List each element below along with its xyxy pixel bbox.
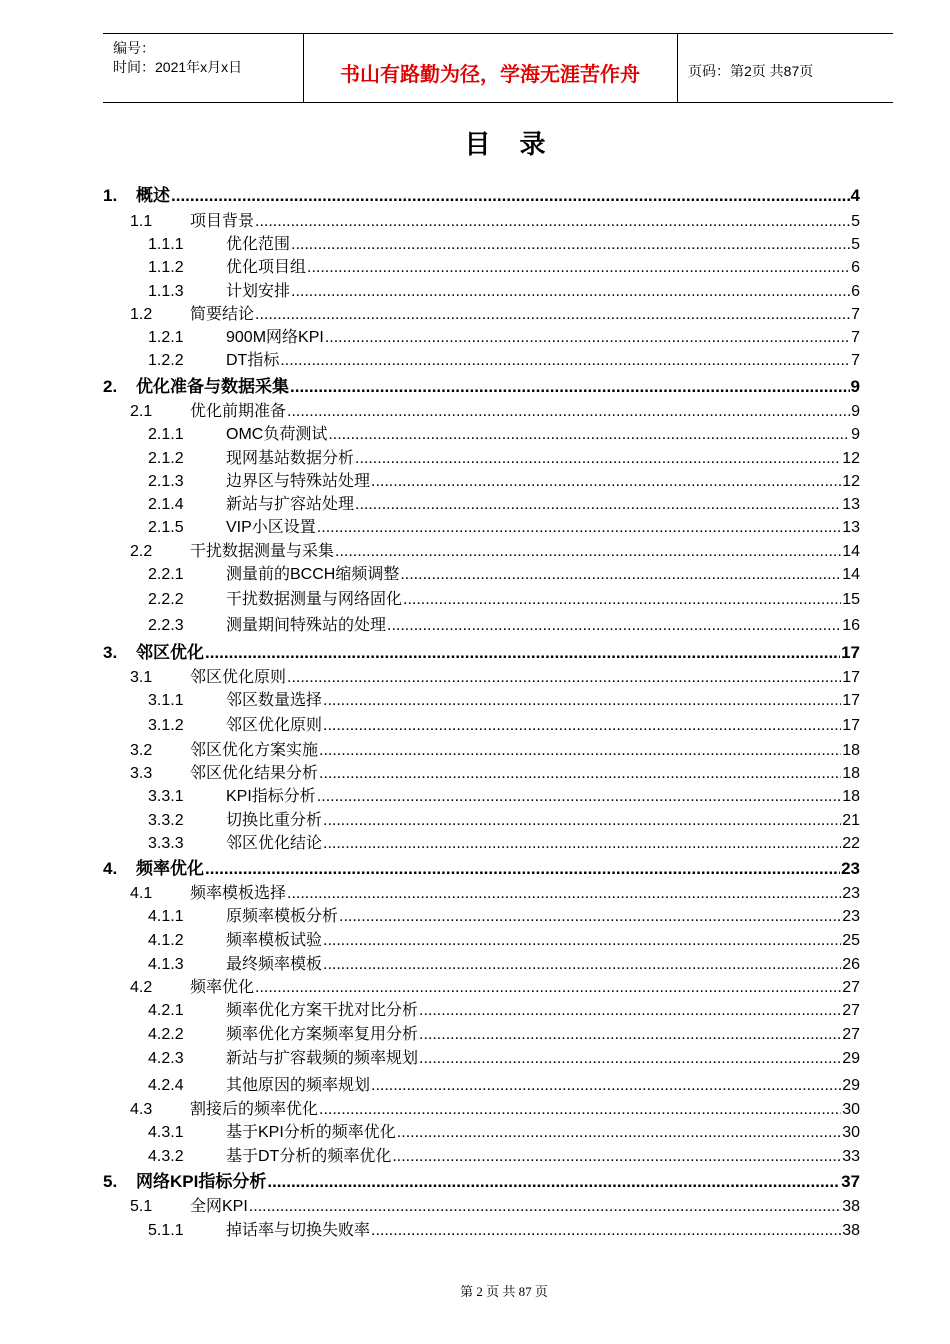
toc-entry-number: 5.1.1 (148, 1222, 184, 1239)
toc-entry[interactable] (130, 667, 860, 689)
toc-leader-dots (319, 763, 841, 785)
page-title: 目 录 (464, 129, 546, 159)
toc-entry-page: 18 (842, 765, 860, 782)
toc-entry[interactable] (148, 690, 860, 712)
toc-entry-number: 2.2.1 (148, 566, 184, 583)
toc-entry-title: 切换比重分析 (226, 812, 323, 829)
toc-leader-dots (205, 642, 840, 664)
toc-leader-dots (339, 906, 841, 928)
toc-entry-title: 全网KPI (190, 1198, 248, 1215)
toc-entry-title: 优化项目组 (226, 259, 307, 276)
toc-entry[interactable] (130, 304, 860, 326)
toc-entry-title: 邻区优化原则 (190, 669, 287, 686)
toc-entry-number: 4.3.2 (148, 1148, 184, 1165)
toc-entry-number: 4.1.2 (148, 932, 184, 949)
toc-entry-page: 23 (841, 859, 860, 878)
toc-entry-page: 6 (851, 259, 860, 276)
toc-entry[interactable] (103, 185, 860, 207)
toc-entry-page: 17 (842, 717, 860, 734)
toc-leader-dots (397, 1122, 841, 1144)
toc-entry-number: 2.2.2 (148, 591, 184, 608)
toc-entry-title: 优化范围 (226, 236, 291, 253)
toc-leader-dots (255, 211, 850, 233)
toc-entry[interactable] (148, 234, 860, 256)
toc-entry[interactable] (148, 615, 860, 637)
toc-leader-dots (328, 424, 850, 446)
toc-entry-title: 最终频率模板 (226, 956, 323, 973)
toc-entry-page: 18 (842, 788, 860, 805)
header-motto: 书山有路勤为径，学海无涯苦作舟 (340, 64, 640, 86)
toc-entry-page: 18 (842, 742, 860, 759)
toc-entry-title: 干扰数据测量与采集 (190, 543, 335, 560)
toc-entry[interactable] (130, 401, 860, 423)
toc-entry-title: 干扰数据测量与网络固化 (226, 591, 403, 608)
toc-entry-page: 7 (851, 352, 860, 369)
toc-entry-number: 1.1.3 (148, 283, 184, 300)
toc-entry-title: OMC负荷测试 (226, 426, 328, 443)
toc-entry-title: 频率优化 (190, 979, 255, 996)
toc-leader-dots (171, 185, 850, 207)
toc-entry[interactable] (148, 1122, 860, 1144)
toc-entry-title: 项目背景 (190, 213, 255, 230)
toc-entry-number: 1.1.2 (148, 259, 184, 276)
toc-entry-number: 4.2.2 (148, 1026, 184, 1043)
toc-entry-title: 边界区与特殊站处理 (226, 473, 371, 490)
toc-entry[interactable] (148, 589, 860, 611)
toc-entry-title: 频率模板选择 (190, 885, 287, 902)
toc-entry-number: 3.3.3 (148, 835, 184, 852)
toc-leader-dots (371, 1075, 841, 1097)
toc-entry-page: 33 (842, 1148, 860, 1165)
toc-entry-page: 38 (842, 1198, 860, 1215)
toc-entry-page: 16 (842, 617, 860, 634)
toc-entry[interactable] (148, 494, 860, 516)
toc-entry-number: 4.2 (130, 979, 153, 996)
toc-leader-dots (335, 541, 841, 563)
toc-entry-page: 29 (842, 1077, 860, 1094)
toc-entry-title: 简要结论 (190, 306, 255, 323)
toc-leader-dots (290, 376, 850, 398)
toc-entry-title: 邻区优化结论 (226, 835, 323, 852)
toc-leader-dots (419, 1024, 841, 1046)
toc-entry[interactable] (148, 930, 860, 952)
toc-entry-number: 3.3 (130, 765, 153, 782)
toc-entry-page: 38 (842, 1222, 860, 1239)
toc-entry-page: 17 (842, 669, 860, 686)
page-header (103, 33, 893, 103)
toc-entry-number: 4.1.1 (148, 908, 184, 925)
toc-leader-dots (355, 494, 841, 516)
toc-entry-title: 频率优化方案频率复用分析 (226, 1026, 419, 1043)
toc-entry[interactable] (148, 1075, 860, 1097)
toc-entry-page: 37 (841, 1172, 860, 1191)
toc-entry-title: 概述 (136, 186, 170, 205)
toc-leader-dots (319, 1099, 841, 1121)
toc-entry[interactable] (103, 858, 860, 880)
toc-entry-page: 9 (851, 426, 860, 443)
page-footer: 第 2 页 共 87 页 (460, 1284, 548, 1299)
toc-entry[interactable] (148, 448, 860, 470)
toc-entry-number: 1.1 (130, 213, 153, 230)
toc-entry-number: 3.1.1 (148, 692, 184, 709)
toc-entry[interactable] (148, 810, 860, 832)
toc-entry-number: 4.2.4 (148, 1077, 184, 1094)
toc-entry-title: 邻区数量选择 (226, 692, 323, 709)
document-date: 时间：2021年x月x日 (113, 59, 243, 75)
toc-leader-dots (419, 1048, 841, 1070)
toc-entry-title: KPI指标分析 (226, 788, 316, 805)
toc-entry-page: 14 (842, 543, 860, 560)
toc-leader-dots (317, 517, 841, 539)
toc-leader-dots (371, 1220, 841, 1242)
toc-entry-title: 割接后的频率优化 (190, 1101, 319, 1118)
toc-entry-page: 21 (842, 812, 860, 829)
toc-entry-title: VIP小区设置 (226, 519, 316, 536)
toc-leader-dots (325, 327, 850, 349)
toc-entry-number: 3.1 (130, 669, 153, 686)
toc-entry-number: 4.3.1 (148, 1124, 184, 1141)
toc-leader-dots (317, 786, 841, 808)
toc-entry-number: 1.2.2 (148, 352, 184, 369)
toc-entry-number: 4.1.3 (148, 956, 184, 973)
toc-entry-page: 23 (842, 885, 860, 902)
toc-leader-dots (280, 350, 850, 372)
toc-leader-dots (323, 833, 841, 855)
toc-entry-page: 22 (842, 835, 860, 852)
toc-leader-dots (287, 667, 841, 689)
toc-entry[interactable] (148, 564, 860, 586)
toc-entry[interactable] (148, 1024, 860, 1046)
toc-entry-title: DT指标 (226, 352, 280, 369)
toc-entry-title: 测量期间特殊站的处理 (226, 617, 387, 634)
toc-entry[interactable] (103, 1171, 860, 1193)
toc-entry-number: 4.2.3 (148, 1050, 184, 1067)
toc-entry-number: 1.2 (130, 306, 153, 323)
toc-leader-dots (400, 564, 841, 586)
toc-entry[interactable] (130, 763, 860, 785)
toc-entry-page: 7 (851, 329, 860, 346)
toc-entry[interactable] (130, 1099, 860, 1121)
toc-entry[interactable] (148, 424, 860, 446)
toc-entry-title: 网络KPI指标分析 (136, 1172, 267, 1191)
toc-leader-dots (323, 954, 841, 976)
toc-entry-page: 15 (842, 591, 860, 608)
toc-leader-dots (323, 930, 841, 952)
toc-entry-number: 2.2.3 (148, 617, 184, 634)
toc-entry-page: 26 (842, 956, 860, 973)
toc-entry-title: 频率优化方案干扰对比分析 (226, 1002, 419, 1019)
toc-entry-page: 27 (842, 979, 860, 996)
toc-entry-page: 27 (842, 1002, 860, 1019)
toc-entry-page: 23 (842, 908, 860, 925)
toc-entry-page: 25 (842, 932, 860, 949)
toc-entry[interactable] (148, 715, 860, 737)
toc-leader-dots (255, 977, 841, 999)
toc-entry-number: 1. (103, 186, 118, 205)
toc-entry[interactable] (130, 977, 860, 999)
toc-leader-dots (387, 615, 841, 637)
toc-entry-title: 新站与扩容站处理 (226, 496, 355, 513)
toc-entry[interactable] (130, 883, 860, 905)
toc-entry-number: 2.1.4 (148, 496, 184, 513)
toc-entry-page: 5 (851, 236, 860, 253)
toc-entry-number: 4.2.1 (148, 1002, 184, 1019)
toc-leader-dots (403, 589, 841, 611)
toc-entry-page: 30 (842, 1124, 860, 1141)
toc-entry-number: 3.3.2 (148, 812, 184, 829)
toc-entry-title: 邻区优化方案实施 (190, 742, 319, 759)
toc-entry-page: 6 (851, 283, 860, 300)
toc-entry-title: 频率模板试验 (226, 932, 323, 949)
toc-entry[interactable] (148, 906, 860, 928)
toc-entry-page: 5 (851, 213, 860, 230)
toc-entry[interactable] (103, 376, 860, 398)
toc-entry-page: 9 (850, 377, 860, 396)
toc-entry[interactable] (148, 786, 860, 808)
toc-entry[interactable] (148, 327, 860, 349)
toc-entry[interactable] (148, 1220, 860, 1242)
toc-entry[interactable] (148, 833, 860, 855)
toc-entry-page: 17 (841, 643, 860, 662)
toc-entry-page: 9 (851, 403, 860, 420)
toc-entry-page: 14 (842, 566, 860, 583)
toc-leader-dots (323, 810, 841, 832)
toc-entry-title: 计划安排 (226, 283, 291, 300)
toc-entry-title: 邻区优化 (136, 643, 204, 662)
toc-entry-number: 5.1 (130, 1198, 153, 1215)
toc-entry-number: 4. (103, 859, 118, 878)
toc-entry-title: 基于DT分析的频率优化 (226, 1148, 392, 1165)
toc-entry-page: 7 (851, 306, 860, 323)
toc-leader-dots (323, 715, 841, 737)
toc-entry[interactable] (148, 1146, 860, 1168)
toc-entry[interactable] (148, 1048, 860, 1070)
toc-entry-number: 2.1 (130, 403, 153, 420)
toc-entry[interactable] (130, 211, 860, 233)
toc-entry-number: 3.2 (130, 742, 153, 759)
toc-entry-number: 4.1 (130, 885, 153, 902)
toc-entry-page: 29 (842, 1050, 860, 1067)
toc-entry-title: 频率优化 (136, 859, 204, 878)
toc-entry-number: 5. (103, 1172, 118, 1191)
toc-entry[interactable] (148, 471, 860, 493)
toc-leader-dots (291, 234, 850, 256)
toc-entry-number: 4.3 (130, 1101, 153, 1118)
toc-entry-page: 12 (842, 450, 860, 467)
header-divider (677, 34, 678, 102)
toc-entry-title: 新站与扩容载频的频率规划 (226, 1050, 419, 1067)
toc-entry-number: 1.2.1 (148, 329, 184, 346)
toc-entry-number: 2. (103, 377, 118, 396)
toc-entry[interactable] (148, 517, 860, 539)
toc-entry-title: 掉话率与切换失败率 (226, 1222, 371, 1239)
toc-leader-dots (307, 257, 850, 279)
toc-entry[interactable] (130, 1196, 860, 1218)
toc-entry-number: 2.1.1 (148, 426, 184, 443)
toc-entry-title: 原频率模板分析 (226, 908, 339, 925)
toc-entry-title: 现网基站数据分析 (226, 450, 355, 467)
toc-leader-dots (255, 304, 850, 326)
toc-entry-number: 1.1.1 (148, 236, 184, 253)
toc-entry-number: 2.1.5 (148, 519, 184, 536)
toc-entry-title: 邻区优化原则 (226, 717, 323, 734)
toc-entry-title: 测量前的BCCH缩频调整 (226, 566, 400, 583)
toc-entry[interactable] (103, 642, 860, 664)
toc-entry-page: 13 (842, 496, 860, 513)
toc-entry-page: 30 (842, 1101, 860, 1118)
toc-entry-title: 900M网络KPI (226, 329, 324, 346)
toc-entry-title: 邻区优化结果分析 (190, 765, 319, 782)
toc-leader-dots (205, 858, 840, 880)
toc-leader-dots (355, 448, 841, 470)
header-page-info: 页码：第2页 共87页 (688, 63, 814, 79)
toc-leader-dots (419, 1000, 841, 1022)
toc-leader-dots (267, 1171, 840, 1193)
toc-leader-dots (392, 1146, 841, 1168)
toc-entry-page: 27 (842, 1026, 860, 1043)
toc-leader-dots (319, 740, 841, 762)
toc-entry-title: 优化前期准备 (190, 403, 287, 420)
toc-entry-number: 3.3.1 (148, 788, 184, 805)
toc-entry[interactable] (148, 350, 860, 372)
toc-entry[interactable] (148, 954, 860, 976)
toc-leader-dots (291, 281, 850, 303)
toc-entry-page: 17 (842, 692, 860, 709)
toc-entry-title: 基于KPI分析的频率优化 (226, 1124, 396, 1141)
toc-entry-page: 12 (842, 473, 860, 490)
toc-entry[interactable] (148, 257, 860, 279)
toc-entry-number: 2.1.2 (148, 450, 184, 467)
toc-leader-dots (287, 883, 841, 905)
toc-leader-dots (287, 401, 850, 423)
toc-entry-title: 其他原因的频率规划 (226, 1077, 371, 1094)
toc-leader-dots (371, 471, 841, 493)
toc-entry-number: 3.1.2 (148, 717, 184, 734)
toc-entry-number: 3. (103, 643, 118, 662)
toc-entry-page: 13 (842, 519, 860, 536)
toc-entry[interactable] (130, 541, 860, 563)
toc-leader-dots (323, 690, 841, 712)
toc-entry-number: 2.1.3 (148, 473, 184, 490)
toc-entry[interactable] (130, 740, 860, 762)
toc-entry-number: 2.2 (130, 543, 153, 560)
document-code-label: 编号： (113, 40, 155, 56)
toc-entry-page: 4 (850, 186, 860, 205)
toc-entry-title: 优化准备与数据采集 (136, 377, 289, 396)
toc-entry[interactable] (148, 1000, 860, 1022)
toc-leader-dots (249, 1196, 841, 1218)
toc-entry[interactable] (148, 281, 860, 303)
